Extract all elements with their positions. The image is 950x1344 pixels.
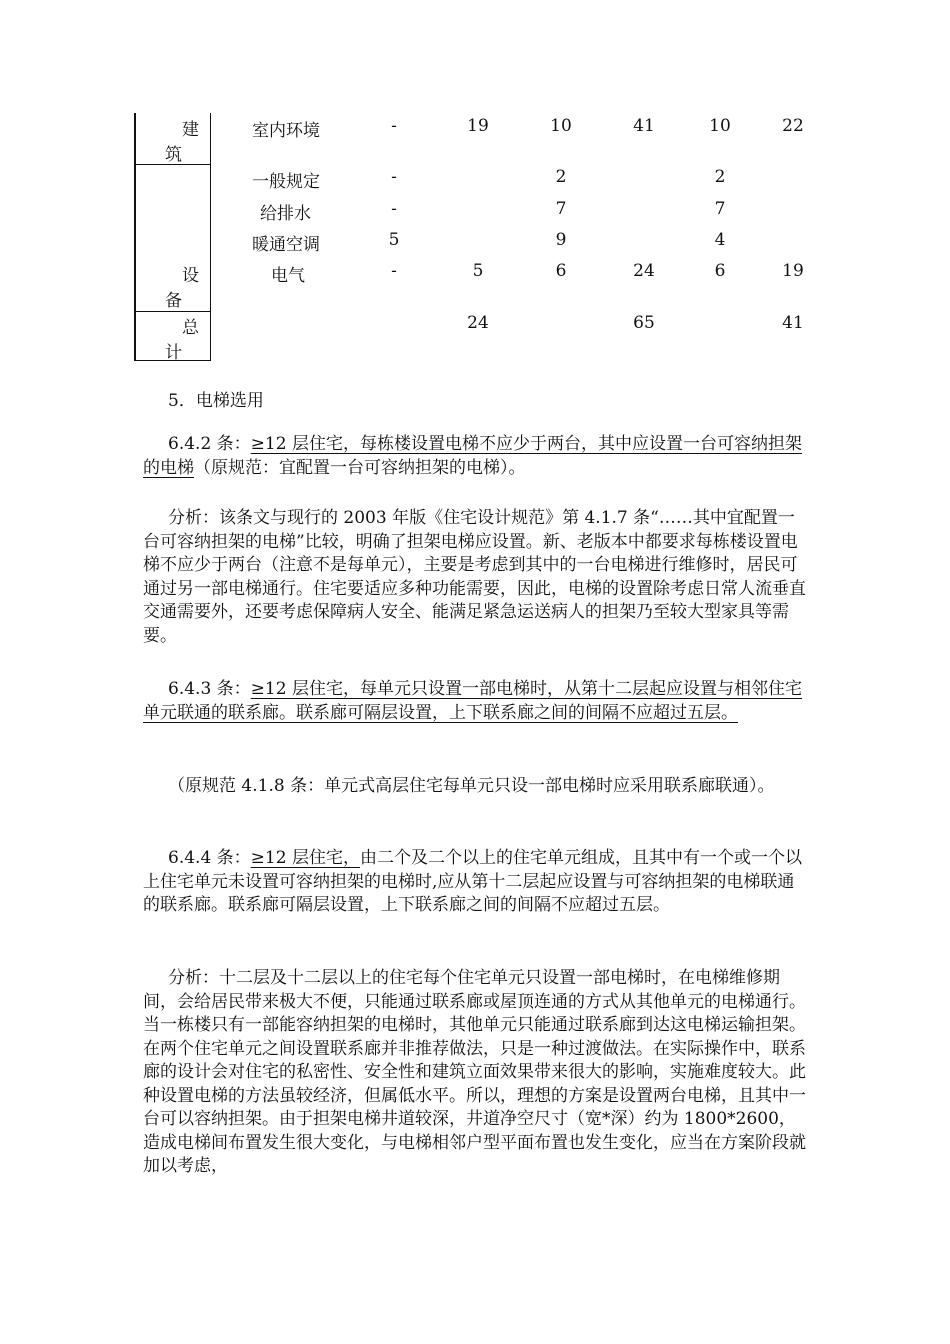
row-name: 给排水 — [260, 204, 311, 224]
cell: 2 — [555, 167, 567, 187]
category-equipment-bottom: 备 — [165, 291, 182, 311]
category-total-top: 总 — [182, 318, 199, 338]
cell: - — [391, 167, 397, 187]
category-equipment-top: 设 — [182, 266, 199, 286]
row-name: 电气 — [271, 266, 305, 286]
analysis-paragraph-2: 分析：十二层及十二层以上的住宅每个住宅单元只设置一部电梯时，在电梯维修期间，会给居民带来极大不便，只能通过联系廊或屋顶连通的方式从其他单元的电梯通行。当一栋楼只有一部能容纳担架的电梯时，其他单元只能通过联系廊到达这电梯运输担架。在两个住宅单元之间设置联系廊并非推荐做法，只是一种过渡做法。在实际操作中，联系廊的设计会对住宅的私密性、安全性和建筑立面效果带来很大的影响，实施难度较大。此种设置电梯的方法虽较经济，但属低水平。所以，理想的方案是设置两台电梯，且其中一台可以容纳担架。由于担架电梯井道较深，井道净空尺寸（宽*深）约为 1800*2600，造成电梯间布置发生很大变化，与电梯相邻户型平面布置也发生变化，应当在方案阶段就加以考虑， — [143, 968, 806, 1176]
original-spec-note: （原规范 4.1.8 条：单元式高层住宅每单元只设一部电梯时应采用联系廊联通）。 — [168, 776, 775, 796]
cell: 24 — [467, 313, 489, 333]
row-name: 室内环境 — [252, 121, 320, 141]
cell: - — [391, 116, 397, 136]
cell: 19 — [467, 116, 489, 136]
cell: 4 — [714, 230, 726, 250]
cell: 65 — [633, 313, 655, 333]
cell: 5 — [388, 230, 400, 250]
cell: 10 — [550, 116, 572, 136]
cell: 41 — [633, 116, 655, 136]
category-building-bottom: 筑 — [165, 145, 182, 165]
cell: - — [391, 261, 397, 281]
clause-prefix: 6.4.4 条： — [168, 848, 251, 868]
cell: 9 — [555, 230, 567, 250]
clause-prefix: 6.4.2 条： — [168, 434, 251, 454]
cell: 19 — [782, 261, 804, 281]
cell: 2 — [714, 167, 726, 187]
cell: 41 — [782, 313, 804, 333]
clause-rest: 由二个及二个以上的住宅单元组成，且其中有一个或一个以上住宅单元未设置可容纳担架的电梯时,应从第十二层起应设置与可容纳担架的电梯联通的联系廊。联系廊可隔层设置，上下联系廊之间的间隔不应超过五层。 — [143, 848, 802, 915]
clause-underlined: ≥12 层住宅， — [250, 848, 360, 868]
cell: 5 — [472, 261, 484, 281]
clause-6-4-4 — [143, 847, 808, 918]
clause-underlined: ≥12 层住宅，每栋楼设置电梯不应少于两台，其中应设置一台可容纳担架的电梯 — [143, 434, 802, 478]
category-building-top: 建 — [182, 120, 199, 140]
cell: 22 — [782, 116, 804, 136]
cell: - — [391, 199, 397, 219]
section-title: 5．电梯选用 — [168, 391, 264, 411]
cell: 7 — [555, 199, 567, 219]
cell: 6 — [714, 261, 726, 281]
clause-rest: （原规范：宜配置一台可容纳担架的电梯）。 — [194, 457, 526, 478]
table-left-border — [134, 113, 136, 361]
clause-prefix: 6.4.3 条： — [168, 679, 251, 699]
cell: 24 — [633, 261, 655, 281]
cell: 10 — [709, 116, 731, 136]
cell: 7 — [714, 199, 726, 219]
category-total-bottom: 计 — [165, 343, 182, 363]
table-category-divider — [210, 113, 211, 361]
table-rule-2 — [134, 311, 211, 312]
row-name: 暖通空调 — [252, 235, 320, 255]
analysis-paragraph-1: 分析：该条文与现行的 2003 年版《住宅设计规范》第 4.1.7 条“……其中宜配置一台可容纳担架的电梯”比较，明确了担架电梯应设置。新、老版本中都要求每栋楼设置电梯不应少于两台（注意不是每单元），主要是考虑到其中的一台电梯进行维修时，居民可通过另一部电梯通行。住宅要适应多种功能需要，因此，电梯的设置除考虑日常人流垂直交通需要外，还要考虑保障病人安全、能满足紧急运送病人的担架乃至较大型家具等需要。 — [143, 508, 806, 646]
clause-6-4-2 — [143, 433, 808, 480]
clause-underlined: ≥12 层住宅，每单元只设置一部电梯时，从第十二层起应设置与相邻住宅单元联通的联系廊。联系廊可隔层设置，上下联系廊之间的间隔不应超过五层。 — [143, 679, 802, 723]
clause-6-4-3 — [143, 678, 808, 725]
row-name: 一般规定 — [252, 172, 320, 192]
cell: 6 — [555, 261, 567, 281]
